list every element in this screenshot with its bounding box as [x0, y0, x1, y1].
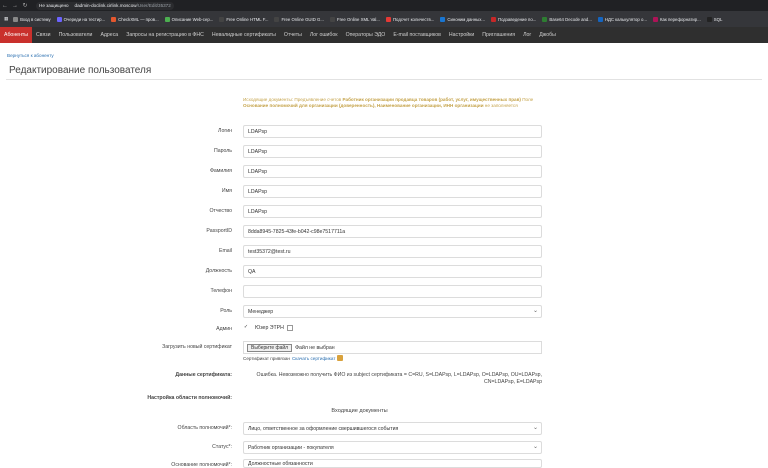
status-select[interactable]: Работник организации - покупателя ⌄ — [243, 441, 542, 454]
download-cert-link[interactable]: Скачать сертификат — [291, 355, 336, 361]
middlename-input[interactable]: LDAPsp — [243, 205, 542, 218]
nav-settings[interactable]: Настройки — [448, 32, 475, 38]
security-warning[interactable]: Не защищено — [39, 3, 69, 8]
bookmark[interactable]: Base64 Decode and... — [542, 17, 592, 22]
nav-invitations[interactable]: Приглашения — [482, 32, 516, 38]
cert-note — [243, 355, 343, 361]
nav-invalid-certs[interactable]: Невалидные сертификаты — [211, 32, 276, 38]
bookmark-favicon-icon — [707, 17, 712, 22]
incoming-docs-heading: Входящие документы — [331, 408, 388, 414]
admin-label: Админ — [216, 326, 232, 332]
bookmark[interactable]: Free Online HTML F... — [219, 17, 268, 22]
bookmark[interactable]: Подсчет количеств... — [386, 17, 434, 22]
url-field[interactable] — [36, 2, 174, 10]
back-to-subscriber-link[interactable]: Вернуться к абоненту — [7, 53, 54, 58]
bookmark[interactable]: Очереди на тестир... — [57, 17, 106, 22]
nav-fns-requests[interactable]: Запросы на регистрацию в ФНС — [126, 32, 204, 38]
nav-links[interactable]: Связи — [36, 32, 51, 38]
cert-data-value: Ошибка. Невозможно получить ФИО из subject сертификата = C=RU, S=LDAPsp, L=LDAPsp, O=LDAPsp, OU=LDAPsp, CN=LDAPsp, E=LDAPsp — [256, 372, 542, 385]
reload-icon[interactable]: ↻ — [22, 3, 28, 9]
apps-icon[interactable]: ▦ — [4, 16, 9, 21]
login-label: Логин — [218, 128, 232, 134]
login-input[interactable]: LDAPsp — [243, 125, 542, 138]
bookmarks-bar — [0, 11, 768, 27]
scope-select[interactable]: Лицо, ответственное за оформление свершившегося события ⌄ — [243, 422, 542, 435]
phone-label: Телефон — [210, 288, 232, 294]
middlename-label: Отчество — [209, 208, 232, 214]
url-host: dadmin-doclink.cirlink.moscow — [74, 3, 137, 8]
choose-file-button[interactable]: Выберите файл — [247, 344, 292, 352]
lastname-label: Фамилия — [209, 168, 232, 174]
basis-label: Основание полномочий*: — [171, 462, 232, 468]
phone-input[interactable] — [243, 285, 542, 298]
passport-input[interactable]: 8dda8945-7825-43fe-b042-c98e7517711a — [243, 225, 542, 238]
scope-label: Область полномочий*: — [177, 425, 232, 431]
lastname-input[interactable]: LDAPsp — [243, 165, 542, 178]
bookmark-favicon-icon — [386, 17, 391, 22]
nav-jobs[interactable]: Джобы — [539, 32, 556, 38]
password-input[interactable]: LDAPsp — [243, 145, 542, 158]
scope-heading: Настройка области полномочий: — [147, 395, 232, 401]
main-nav — [0, 27, 768, 43]
forward-arrow-icon[interactable]: → — [12, 2, 18, 9]
bookmark[interactable]: Подзаведение по... — [491, 17, 536, 22]
nav-subscribers[interactable]: Абоненты — [0, 27, 32, 43]
bookmark-favicon-icon — [57, 17, 62, 22]
status-label: Статус*: — [212, 444, 232, 450]
nav-supplier-emails[interactable]: E-mail поставщиков — [393, 32, 441, 38]
position-input[interactable]: QA — [243, 265, 542, 278]
position-label: Должность — [205, 268, 232, 274]
nav-users[interactable]: Пользователи — [58, 32, 93, 38]
firstname-input[interactable]: LDAPsp — [243, 185, 542, 198]
nav-log[interactable]: Лог — [523, 32, 532, 38]
bookmark[interactable]: CheckXML — пров... — [111, 17, 159, 22]
firstname-label: Имя — [221, 188, 232, 194]
nav-addresses[interactable]: Адреса — [100, 32, 119, 38]
nav-edo-operators[interactable]: Операторы ЭДО — [345, 32, 386, 38]
no-file-text: Файл не выбран — [295, 344, 335, 351]
bookmark[interactable]: Free Online XML Val... — [330, 17, 380, 22]
bookmark[interactable]: Вход в систему — [13, 17, 51, 22]
bookmark-favicon-icon — [491, 17, 496, 22]
bookmark-favicon-icon — [219, 17, 224, 22]
bookmark-favicon-icon — [653, 17, 658, 22]
bookmark-favicon-icon — [598, 17, 603, 22]
nav-reports[interactable]: Отчеты — [283, 32, 302, 38]
certificate-icon — [337, 355, 343, 361]
url-path: /User/Edit/35372 — [136, 3, 171, 8]
etrn-user-label: Юзер ЭТРН — [255, 325, 284, 331]
hint-text: Исходящие документы: Предъявление счетов Работник организации продавца товаров (работ, услуг, имущественных прав) Поле Основание полномочий для организации (доверенность), Наименование организации, ИНН организации не заполняется — [243, 97, 534, 109]
cert-upload-label: Загрузить новый сертификат — [162, 344, 232, 350]
browser-address-bar — [0, 0, 768, 11]
bookmark-favicon-icon — [165, 17, 170, 22]
bookmark-favicon-icon — [274, 17, 279, 22]
cert-data-label: Данные сертификата: — [175, 372, 232, 378]
cert-bound-text: Сертификат привязан — [243, 355, 290, 361]
passport-label: PassportID — [206, 228, 232, 234]
bookmark-favicon-icon — [542, 17, 547, 22]
page-title: Редактирование пользователя — [9, 65, 152, 76]
bookmark-favicon-icon — [111, 17, 116, 22]
back-arrow-icon[interactable]: ← — [2, 2, 8, 9]
bookmark[interactable]: Синоним данных... — [440, 17, 485, 22]
basis-input[interactable]: Должностные обязанности — [243, 459, 542, 468]
bookmark[interactable]: Описание Web-сер... — [165, 17, 214, 22]
role-label: Роль — [220, 308, 232, 314]
bookmark-favicon-icon — [13, 17, 18, 22]
bookmark-favicon-icon — [440, 17, 445, 22]
etrn-user-checkbox[interactable] — [287, 325, 293, 331]
nav-error-log[interactable]: Лог ошибок — [309, 32, 338, 38]
email-input[interactable]: test35372@test.ru — [243, 245, 542, 258]
bookmark[interactable]: Как перефорнатир... — [653, 17, 701, 22]
cert-file-input[interactable] — [243, 341, 542, 354]
admin-row — [243, 325, 299, 331]
bookmark[interactable]: НДС калькулятор о... — [598, 17, 647, 22]
bookmark-favicon-icon — [330, 17, 335, 22]
bookmark[interactable]: SQL — [707, 17, 723, 22]
admin-checkbox[interactable]: ✓ — [243, 324, 249, 330]
password-label: Пароль — [214, 148, 232, 154]
role-select[interactable]: Менеджер ⌄ — [243, 305, 542, 318]
bookmark[interactable]: Free Online GUID G... — [274, 17, 324, 22]
title-divider — [6, 79, 762, 80]
email-label: Email — [219, 248, 232, 254]
